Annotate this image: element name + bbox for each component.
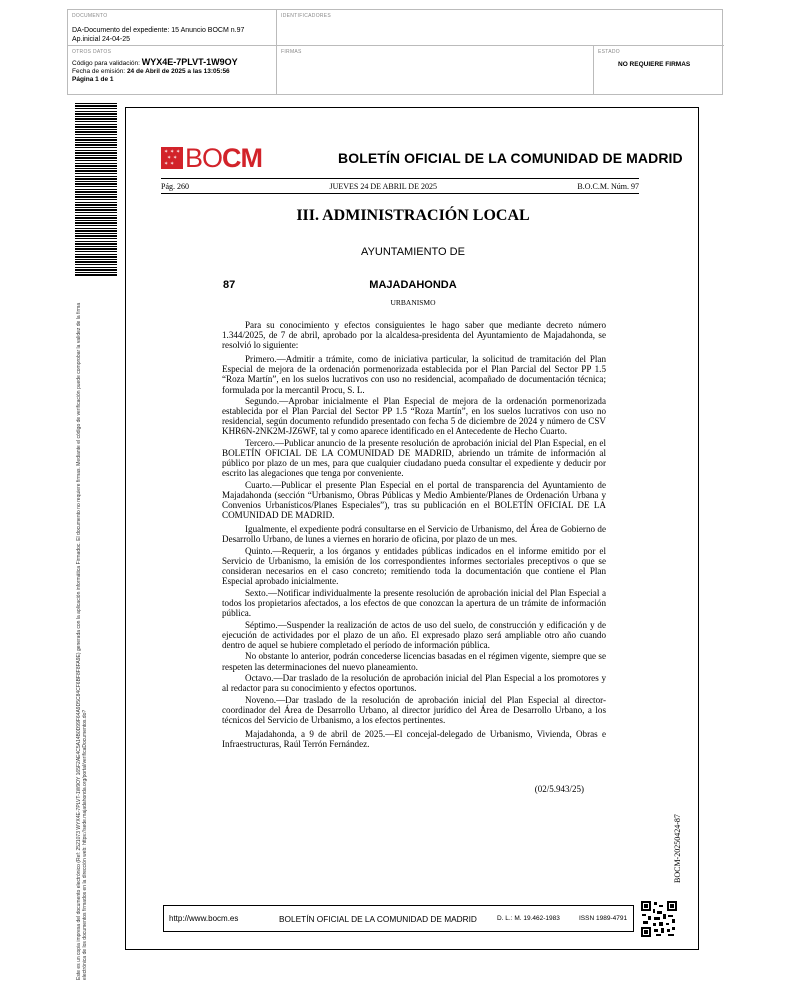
estado-label: ESTADO [598, 49, 620, 55]
bulletin-page [125, 107, 699, 950]
top-rule [161, 178, 639, 179]
otros-datos-label: OTROS DATOS [72, 49, 112, 55]
identificadores-label: IDENTIFICADORES [281, 13, 332, 19]
paragraph: Igualmente, el expediente podrá consultarse en el Servicio de Urbanismo, del Área de Gobierno de Desarrollo Urbano, de lunes a viernes en horario de oficina, por plazo de un mes. [222, 524, 606, 545]
otros-datos-cell [68, 46, 277, 94]
page-footer [163, 905, 634, 932]
entry-number: 87 [223, 279, 236, 291]
barcode-image [75, 103, 117, 276]
page-number: Pág. 260 [161, 182, 189, 191]
footer-legal-deposit: D. L.: M. 19.462-1983 [497, 915, 560, 922]
logo-text: BOCM [185, 142, 263, 173]
footer-title: BOLETÍN OFICIAL DE LA COMUNIDAD DE MADRID [279, 913, 477, 924]
qr-code-icon [641, 901, 677, 937]
fecha-value: 24 de Abril de 2025 a las 13:05:56 [126, 68, 230, 75]
verification-side-text: Este es un copia impresa del documento electrónico (Ref: 2521073 WYX4E-7PLVT-1W9OY 165F2AE4C5A14B0D99F64A9D5C84CF6BF8F8FA9E) generada con la aplicación informática Firmadoc. El documento no requiere firmas. Mediante el código de verificación puede comprobar la validez de la firma electrónica de los documentos firmados en la dirección web: https://sede.majadahonda.org/portal/verificaDocumentos.do? [76, 302, 88, 980]
estado-cell [594, 46, 724, 94]
madrid-stars-icon: ✶ ✶ ✶ ✶ ✶ ✶ ✶ [161, 147, 183, 169]
paragraph: No obstante lo anterior, podrán concederse licencias basadas en el régimen vigente, siempre que se respeten las determinaciones del nuevo planeamiento. [222, 651, 606, 672]
paragraph: Noveno.—Dar traslado de la resolución de aprobación inicial del Plan Especial al director-coordinador del Área de Desarrollo Urbano, al director jurídico del Área de Desarrollo Urbano, a los técnicos del Servicio de Urbanismo, a los efectos pertinentes. [222, 694, 606, 725]
fecha-label: Fecha de emisión: [72, 68, 126, 75]
document-header [67, 9, 723, 95]
page-meta-row [161, 182, 639, 191]
reference-code: (02/5.943/25) [534, 784, 584, 794]
estado-value: NO REQUIERE FIRMAS [618, 61, 691, 68]
paragraph: Séptimo.—Suspender la realización de actos de uso del suelo, de construcción y edificación y de ejecución de actividades por el plazo de un año. El expresado plazo será ampliable otro año cuando dentro de aquel se hubiere completado el período de información pública. [222, 619, 606, 650]
town-heading: MAJADAHONDA [369, 279, 457, 291]
documento-cell [68, 10, 277, 46]
paragraph: Quinto.—Requerir, a los órganos y entidades públicas indicados en el informe emitido por el Servicio de Urbanismo, la emisión de los correspondientes informes sectoriales preceptivos o que se consideran necesarios en el caso concreto; remitiendo toda la documentación que contiene el Plan Especial aprobado inicialmente. [222, 545, 606, 587]
firmas-label: FIRMAS [281, 49, 302, 55]
section-heading: III. ADMINISTRACIÓN LOCAL [296, 207, 530, 224]
announcement-body [222, 320, 606, 751]
footer-issn: ISSN 1989-4791 [579, 915, 628, 922]
paragraph: Para su conocimiento y efectos consiguientes le hago saber que mediante decreto número 1.344/2025, de 7 de abril, aprobado por la alcaldesa-presidenta del Ayuntamiento de Majadahonda, se resolvió lo siguiente: [222, 320, 606, 351]
meta-rule [161, 193, 639, 194]
codigo-value: WYX4E-7PLVT-1W9OY [141, 57, 238, 67]
paragraph: Segundo.—Aprobar inicialmente el Plan Especial de mejora de la ordenación pormenorizada establecida por el Plan Parcial del Sector PP 1.5 “Roza Martín”, en los suelos lucrativos con uso no residencial, según documento refundido presentado con fecha 5 de diciembre de 2024 y número de CSV KHR6N-2NK2M-JZ6WF, tal y como aparece identificado en el Antecedente de Hecho Cuarto. [222, 396, 606, 437]
closing-paragraph: Majadahonda, a 9 de abril de 2025.—El concejal-delegado de Urbanismo, Vivienda, Obras e Infraestructuras, Raúl Terrón Fernández. [222, 729, 606, 750]
bulletin-title: BOLETÍN OFICIAL DE LA COMUNIDAD DE MADRID [338, 150, 683, 166]
documento-label: DOCUMENTO [72, 13, 108, 19]
footer-url[interactable]: http://www.bocm.es [169, 914, 239, 923]
paragraph: Primero.—Admitir a trámite, como de iniciativa particular, la solicitud de tramitación del Plan Especial de mejora de la ordenación pormenorizada establecida por el Plan Parcial del Sector PP 1.5 “Roza Martín”, en los suelos lucrativos con uso no residencial, acompañado de documentación técnica; formulada por la mercantil Procu, S. L. [222, 354, 606, 395]
vertical-bocm-code: BOCM-20250424-87 [673, 814, 682, 883]
documento-text: DA-Documento del expediente: 15 Anuncio BOCM n.97 Ap.inicial 24-04-25 [72, 27, 245, 43]
paragraph: Sexto.—Notificar individualmente la presente resolución de aprobación inicial del Plan Especial a todos los propietarios afectados, a los efectos de que conozcan la apertura de un trámite de información pública. [222, 587, 606, 619]
firmas-cell [277, 46, 594, 94]
department-heading: URBANISMO [390, 298, 436, 307]
pagina-text: Página 1 de 1 [72, 76, 114, 83]
bocm-logo [161, 142, 263, 173]
ayuntamiento-heading: AYUNTAMIENTO DE [361, 246, 465, 258]
paragraph: Cuarto.—Publicar el presente Plan Especial en el portal de transparencia del Ayuntamiento de Majadahonda (sección “Urbanismo, Obras Públicas y Medio Ambiente/Planes de Ordenación Urbana y Convenios Urbanísticos/Planes Especiales”), tras su publicación en el BOLETÍN OFICIAL DE LA COMUNIDAD DE MADRID. [222, 479, 606, 521]
issue-number: B.O.C.M. Núm. 97 [577, 182, 639, 191]
paragraph: Tercero.—Publicar anuncio de la presente resolución de aprobación inicial del Plan Especial, en el BOLETÍN OFICIAL DE LA COMUNIDAD DE MADRID, abriendo un trámite de información al público por plazo de un mes, para que cualquier ciudadano pueda consultar el expediente y deducir por escrito las alegaciones que tenga por conveniente. [222, 438, 606, 479]
issue-date: JUEVES 24 DE ABRIL DE 2025 [329, 182, 437, 191]
paragraph: Octavo.—Dar traslado de la resolución de aprobación inicial del Plan Especial a los promotores y al redactor para su conocimiento y efectos oportunos. [222, 673, 606, 694]
codigo-label: Código para validación: [72, 60, 140, 67]
identificadores-cell [277, 10, 724, 46]
